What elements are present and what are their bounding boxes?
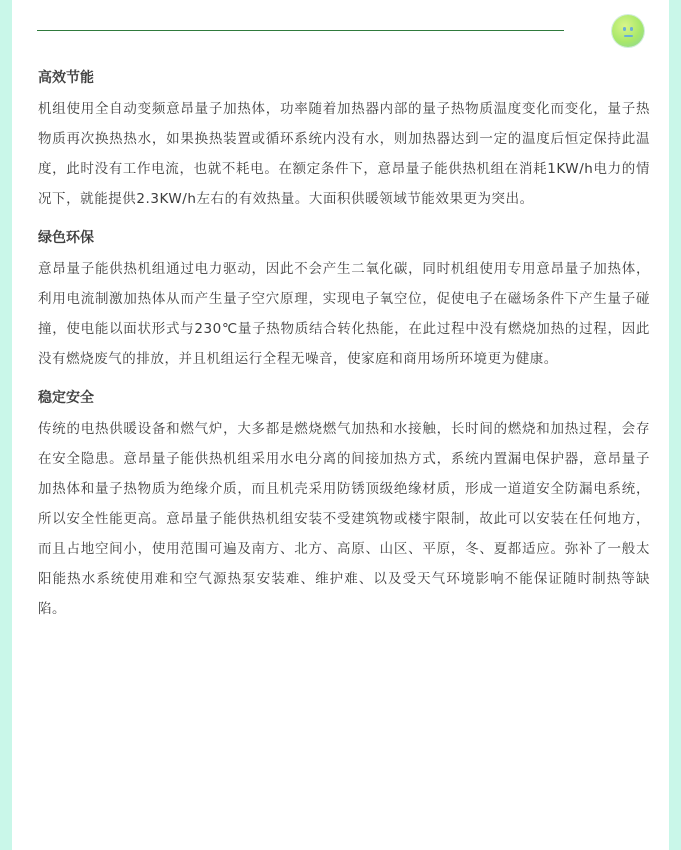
section-paragraph-safety: 传统的电热供暖设备和燃气炉，大多都是燃烧燃气加热和水接触，长时间的燃烧和加热过程，会存在安全隐患。意昂量子能供热机组采用水电分离的间接加热方式，系统内置漏电保护器，意昂量子加热体和量子热物质为绝缘介质，而且机壳采用防锈顶级绝缘材质，形成一道道安全防漏电系统，所以安全性能更高。意昂量子能供热机组安装不受建筑物或楼宇限制，故此可以安装在任何地方，而且占地空间小，使用范围可遍及南方、北方、高原、山区、平原，冬、夏都适应。弥补了一般太阳能热水系统使用难和空气源热泵安装难、维护难、以及受天气环境影响不能保证随时制热等缺陷。 (38, 421, 650, 617)
smiley-badge-icon (612, 15, 644, 47)
badge-eye-right (630, 27, 633, 31)
section-title-energy-saving: 高效节能 (38, 70, 94, 86)
section-title-safety: 稳定安全 (38, 390, 94, 406)
badge-eye-left (623, 27, 626, 31)
section-paragraph-green: 意昂量子能供热机组通过电力驱动，因此不会产生二氧化碳，同时机组使用专用意昂量子加热体，利用电流制激加热体从而产生量子空穴原理，实现电子氧空位，促使电子在磁场条件下产生量子碰撞，使电能以面状形式与230℃量子热物质结合转化热能，在此过程中没有燃烧加热的过程，因此没有燃烧废气的排放，并且机组运行全程无噪音，使家庭和商用场所环境更为健康。 (38, 261, 650, 367)
section-title-green: 绿色环保 (38, 230, 94, 246)
top-divider (37, 30, 564, 31)
badge-mouth (624, 35, 633, 37)
section-paragraph-energy-saving: 机组使用全自动变频意昂量子加热体，功率随着加热器内部的量子热物质温度变化而变化，量子热物质再次换热热水，如果换热装置或循环系统内没有水，则加热器达到一定的温度后恒定保持此温度，此时没有工作电流，也就不耗电。在额定条件下，意昂量子能供热机组在消耗1KW/h电力的情况下，就能提供2.3KW/h左右的有效热量。大面积供暖领域节能效果更为突出。 (38, 101, 650, 207)
article-sheet (12, 0, 669, 850)
article-content (38, 62, 650, 632)
